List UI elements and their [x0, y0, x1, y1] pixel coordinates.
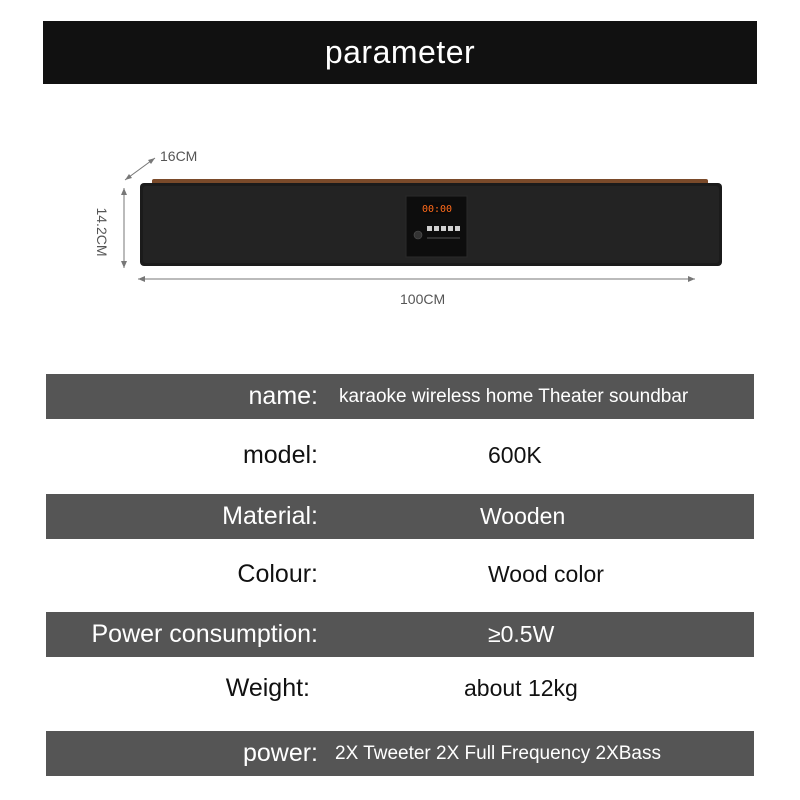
spec-label-model: model: [242, 441, 318, 469]
soundbar-drawing [0, 0, 800, 330]
depth-arrow-head [148, 158, 155, 164]
spec-label-weight: Weight: [225, 674, 310, 702]
depth-arrow-tail [125, 174, 132, 180]
spec-row-power-consumption [46, 612, 754, 657]
spec-label-power-consumption: Power consumption: [91, 620, 318, 648]
spec-row-colour [46, 552, 754, 597]
spec-value-material: Wooden [480, 503, 566, 529]
spec-row-model [46, 433, 754, 478]
height-dimension-label: 14.2CM [94, 207, 110, 257]
width-dimension-label: 100CM [400, 291, 446, 307]
spec-value-power-consumption: ≥0.5W [488, 621, 555, 647]
panel-button-2 [434, 226, 439, 231]
page-title: parameter [324, 34, 476, 70]
display-digits: 00:00 [421, 204, 453, 215]
panel-button-1 [427, 226, 432, 231]
spec-row-material [46, 494, 754, 539]
panel-button-5 [455, 226, 460, 231]
spec-row-weight [46, 666, 754, 711]
height-arrow-tail [121, 261, 127, 268]
depth-dimension-label: 16CM [160, 148, 198, 164]
spec-value-power: 2X Tweeter 2X Full Frequency 2XBass [335, 742, 661, 764]
product-figure [0, 0, 800, 330]
height-arrow-head [121, 188, 127, 195]
width-arrow-head-right [688, 276, 695, 282]
power-button-icon [414, 231, 422, 239]
spec-row-power [46, 731, 754, 776]
spec-label-name: name: [248, 382, 318, 410]
spec-value-name: karaoke wireless home Theater soundbar [339, 385, 689, 407]
spec-label-material: Material: [222, 502, 318, 530]
spec-value-colour: Wood color [488, 561, 604, 587]
spec-label-power: power: [242, 739, 318, 767]
spec-value-model: 600K [488, 442, 542, 468]
panel-button-4 [448, 226, 453, 231]
spec-row-name [46, 374, 754, 419]
spec-label-colour: Colour: [237, 560, 318, 588]
panel-button-3 [441, 226, 446, 231]
width-arrow-head-left [138, 276, 145, 282]
spec-value-weight: about 12kg [464, 675, 578, 701]
